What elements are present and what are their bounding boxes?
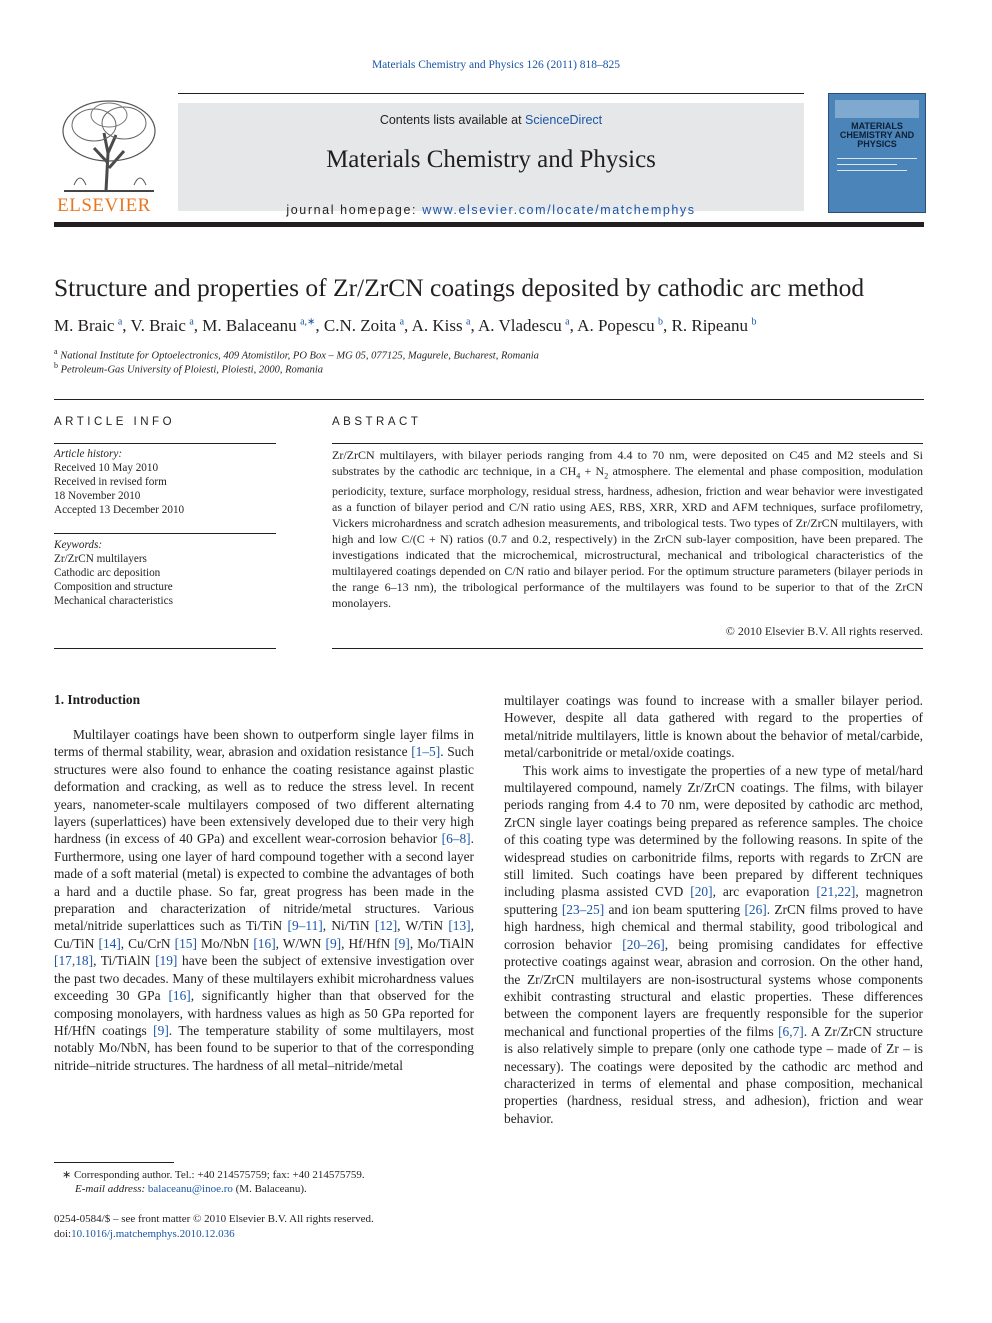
citation-link[interactable]: [14] <box>98 935 121 951</box>
citation-link[interactable]: [19] <box>155 953 178 969</box>
keywords-label: Keywords: <box>54 539 103 551</box>
author-name: A. Popescu <box>577 316 655 335</box>
author-affiliation-mark[interactable]: a <box>189 316 194 328</box>
author-affiliation-mark[interactable]: a,∗ <box>300 316 316 328</box>
article-title: Structure and properties of Zr/ZrCN coatings deposited by cathodic arc method <box>54 273 865 302</box>
homepage-line <box>178 203 804 217</box>
author-name: V. Braic <box>130 316 186 335</box>
copyright-line: © 2010 Elsevier B.V. All rights reserved. <box>725 624 923 638</box>
citation-link[interactable]: [1–5] <box>411 744 441 760</box>
history-label: Article history: <box>54 448 123 460</box>
contents-line <box>178 113 804 127</box>
keywords <box>54 538 276 608</box>
cover-line <box>837 158 917 159</box>
journal-masthead <box>54 93 924 217</box>
doi-link[interactable]: 10.1016/j.matchemphys.2010.12.036 <box>71 1228 235 1240</box>
affiliation-b <box>54 361 323 376</box>
citation-link[interactable]: [21,22] <box>816 884 856 900</box>
author-separator: , <box>193 316 203 335</box>
tree-icon <box>54 93 166 195</box>
journal-title: Materials Chemistry and Physics <box>326 146 656 173</box>
author-affiliation-mark[interactable]: b <box>658 316 664 328</box>
author-name: C.N. Zoita <box>323 316 397 335</box>
history-item: Received 10 May 2010 <box>54 462 159 474</box>
author-separator: , <box>663 316 672 335</box>
citation-link[interactable]: [26] <box>744 901 767 917</box>
journal-cover-thumbnail[interactable] <box>828 93 926 213</box>
history-item: Received in revised form <box>54 476 167 488</box>
affiliation-mark: b <box>54 361 58 370</box>
article-history <box>54 447 276 517</box>
keyword: Mechanical characteristics <box>54 595 173 607</box>
author-name: A. Kiss <box>411 316 463 335</box>
section-heading: 1. Introduction <box>54 692 141 707</box>
citation-link[interactable]: [9–11] <box>287 918 323 934</box>
author-separator: , <box>404 316 412 335</box>
affiliation-mark: a <box>54 347 58 356</box>
citation-link[interactable]: [15] <box>174 935 197 951</box>
author-affiliation-mark[interactable]: a <box>399 316 405 328</box>
citation-link[interactable]: [16] <box>168 988 191 1004</box>
intro-right-column: multilayer coatings was found to increase with a smaller bilayer period. However, despite all data gathered with regard to the properties of metal/nitride multilayers, little is known about the behavior of metal/carbide, metal/carbonitride or metal/oxide coatings. This work aims to investigate the properties of a new type of metal/hard multilayered compound, namely Zr/ZrCN coatings. The films, with bilayer periods ranging from 4.4 to 70 nm, were deposited by cathodic arc method, ZrCN single layer coatings being prepared as reference samples. The choice of this coating type was determined by the following reasons. In spite of the widespread studies on carbonitride films, reports with regards to ZrCN are still limited. Such coatings have been prepared by different techniques including plasma assisted CVD [20], arc evaporation [21,22], magnetron sputtering [23–25] and ion beam sputtering [26]. ZrCN films proved to have high hardness, high chemical and thermal stability, good tribological and corrosion behavior [20–26], being promising candidates for effective protective coatings against wear, abrasion and corrosion. On the other hand, the Zr/ZrCN multilayers are non-isostructural systems whose components exhibit contrasting structural and elastic properties. These differences between the component layers are frequently responsible for the superior mechanical and functional properties of the films [6,7]. A Zr/ZrCN structure is also relatively simple to prepare (only one cathode type – made of Zr – is necessary). The coatings were deposited by the cathodic arc method and characterized in terms of elemental and phase composition, mechanical properties (hardness, residual stress, and adhesion), friction and wear behavior. <box>504 693 924 1126</box>
citation-link[interactable]: [9] <box>325 935 342 951</box>
issn-line: 0254-0584/$ – see front matter © 2010 Elsevier B.V. All rights reserved. <box>54 1213 374 1225</box>
article-info-bottom-rule <box>54 648 276 649</box>
footnote-rule <box>54 1162 174 1163</box>
abstract-heading: ABSTRACT <box>332 416 422 428</box>
history-item: 18 November 2010 <box>54 490 141 502</box>
author-name: M. Braic <box>54 316 115 335</box>
masthead-bottom-rule <box>54 222 924 227</box>
email-label: E-mail address: <box>75 1183 146 1195</box>
author-separator: , <box>470 316 479 335</box>
masthead-top-rule <box>178 93 804 94</box>
email-link[interactable]: balaceanu@inoe.ro <box>147 1183 233 1195</box>
author-affiliation-mark[interactable]: a <box>565 316 570 328</box>
doi-label: doi: <box>54 1228 72 1240</box>
citation-link[interactable]: [9] <box>394 935 410 951</box>
citation-link[interactable]: [17,18] <box>54 953 94 969</box>
citation-link[interactable]: [6–8] <box>441 831 471 847</box>
affiliation-a <box>54 347 539 362</box>
abstract-text: Zr/ZrCN multilayers, with bilayer periods ranging from 4.4 to 70 nm, were deposited on C45 and M2 steels and Si substrates by the cathodic arc technique, in a $CH_4 + N_2$ atmosphere. The elemental and phase composition, modulation periodicity, texture, surface morphology, residual stress, hardness, adhesion, friction and wear behavior were investigated as a function of bilayer period and C/N ratio using AES, RBS, XRR, XRD and AFM techniques, surface profilometry, Vickers microhardness and scratch adhesion measurements, and tribological tests. Two types of Zr/ZrCN multilayers, with high and low C/(C + N) ratios (0.7 and 0.2, respectively) in the ZrCN sub-layer composition, have been prepared. The investigations indicated that the microchemical, microstructural, mechanical and tribological characteristics of the multilayered coatings depended on C/N ratio and bilayer period. For the optimum structure parameters (bilayer periods in the range 6–13 nm), the tribological performance of the multilayers was found to be superior to that of the ZrCN monolayers. <box>332 448 923 610</box>
author-name: A. Vladescu <box>478 316 562 335</box>
citation-link[interactable]: [12] <box>374 918 398 934</box>
abstract-bottom-rule <box>332 648 923 649</box>
elsevier-logo[interactable] <box>54 93 166 217</box>
author-affiliation-mark[interactable]: a <box>117 316 123 328</box>
keyword: Zr/ZrCN multilayers <box>54 553 147 565</box>
homepage-link[interactable]: www.elsevier.com/locate/matchemphys <box>422 203 696 217</box>
cover-line <box>837 164 897 165</box>
citation-link[interactable]: [23–25] <box>561 901 605 917</box>
corresponding-author-note: ∗ Corresponding author. Tel.: +40 214575759; fax: +40 214575759. <box>62 1169 365 1181</box>
email-note <box>75 1182 307 1197</box>
journal-reference[interactable]: Materials Chemistry and Physics 126 (2011) 818–825 <box>371 59 621 71</box>
keywords-rule <box>54 533 276 534</box>
cover-line <box>837 170 907 171</box>
author-separator: , <box>569 316 578 335</box>
author-name: M. Balaceanu <box>202 316 297 335</box>
cover-band <box>835 100 919 118</box>
affiliation-text: Petroleum-Gas University of Ploiesti, Ploiesti, 2000, Romania <box>60 364 323 376</box>
citation-link[interactable]: [9] <box>153 1022 169 1038</box>
author-separator: , <box>122 316 131 335</box>
sciencedirect-link[interactable]: ScienceDirect <box>525 113 603 127</box>
citation-link[interactable]: [6,7] <box>778 1023 804 1039</box>
author-name: R. Ripeanu <box>671 316 749 335</box>
affiliation-text: National Institute for Optoelectronics, 409 Atomistilor, PO Box – MG 05, 077125, Magurele, Bucharest, Romania <box>60 350 539 362</box>
citation-link[interactable]: [20] <box>690 884 713 900</box>
header-divider <box>54 399 924 400</box>
author-affiliation-mark[interactable]: b <box>751 316 757 328</box>
keyword: Cathodic arc deposition <box>54 567 161 579</box>
elsevier-wordmark: ELSEVIER <box>57 195 151 216</box>
keyword: Composition and structure <box>54 581 173 593</box>
doi-line <box>54 1227 235 1242</box>
citation-link[interactable]: [20–26] <box>622 936 665 952</box>
author-separator: , <box>315 316 324 335</box>
contents-label: Contents lists available at <box>379 113 526 127</box>
homepage-label: journal homepage: <box>286 203 423 217</box>
citation-link[interactable]: [16] <box>253 935 276 951</box>
citation-link[interactable]: [13] <box>448 918 471 934</box>
article-info-rule <box>54 443 276 444</box>
author-list <box>54 316 756 336</box>
author-affiliation-mark[interactable]: a <box>466 316 471 328</box>
article-info-heading: ARTICLE INFO <box>54 416 176 428</box>
cover-title: MATERIALS CHEMISTRY AND PHYSICS <box>839 121 915 149</box>
email-suffix: (M. Balaceanu). <box>232 1183 307 1195</box>
masthead-panel <box>178 103 804 217</box>
abstract-rule <box>332 443 923 444</box>
history-item: Accepted 13 December 2010 <box>54 504 185 516</box>
intro-left-column: Multilayer coatings have been shown to outperform single layer films in terms of thermal stability, wear, abrasion and oxidation resistance [1–5]. Such structures were also found to enhance the coating resistance against plastic deformation and cracking, as well as to reduce the stress level. In recent years, nanometer-scale multilayers composed of two different alternating layers (superlattices) have been extensively developed due to their very high hardness (in excess of 40 GPa) and excellent wear-corrosion behavior [6–8]. Furthermore, using one layer of hard compound together with a second layer made of a soft material (metal) is expected to combine the advantages of both a hard and a ductile phase. So far, great progress has been made in the preparation and characterization of nitride/metal structures. Various metal/nitride superlattices such as Ti/TiN [9–11], Ni/TiN [12], W/TiN [13], Cu/TiN [14], Cu/CrN [15] Mo/NbN [16], W/WN [9], Hf/HfN [9], Mo/TiAlN [17,18], Ti/TiAlN [19] have been the subject of extensive investigation over the past two decades. Many of these multilayers exhibit microhardness values exceeding 30 GPa [16], significantly higher than that observed for the composing monolayers, with hardness values as high as 50 GPa reported for Hf/HfN coatings [9]. The temperature stability of some multilayers, most notably Mo/NbN, has been found to be superior to that of the corresponding nitride–nitride structures. The hardness of all metal–nitride/metal <box>54 727 475 1073</box>
